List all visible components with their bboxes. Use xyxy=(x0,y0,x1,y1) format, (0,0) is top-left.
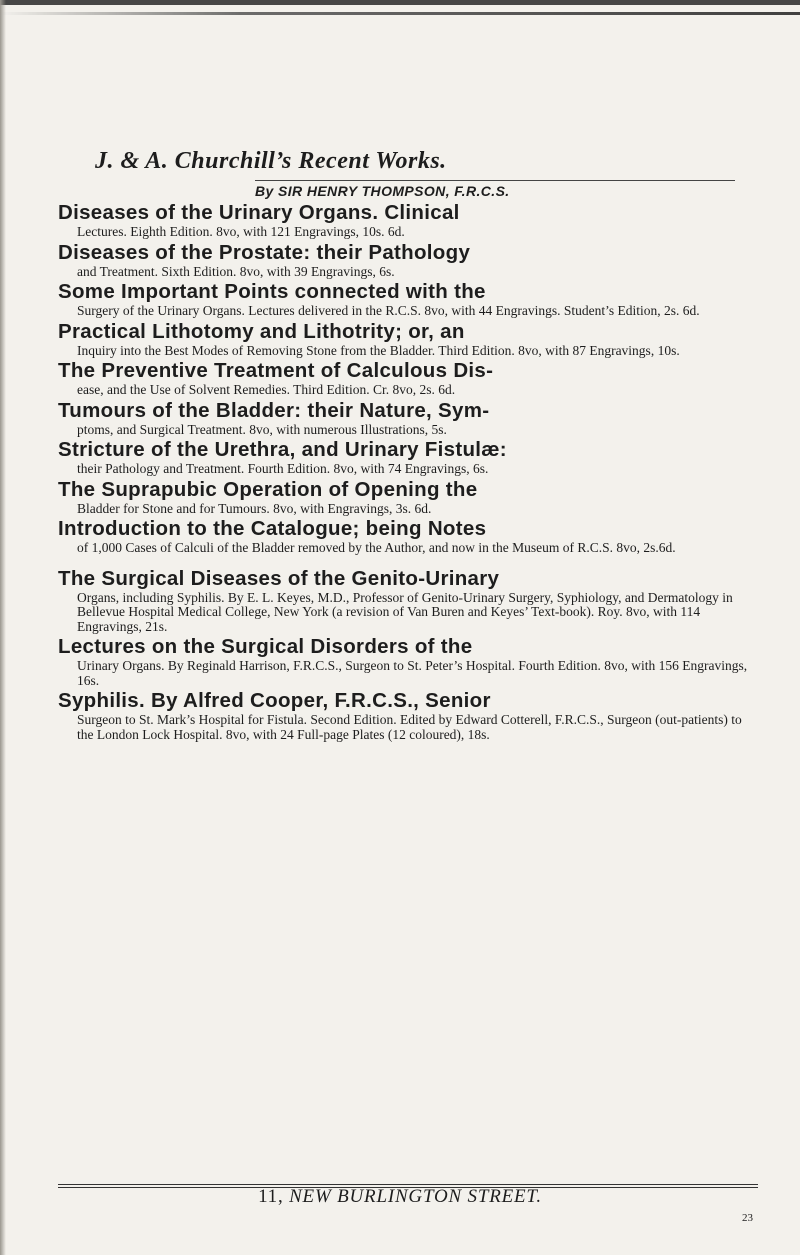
entry-title: Lectures on the Surgical Disorders of the xyxy=(58,635,473,658)
entry-body: Organs, including Syphilis. By E. L. Keyes, M.D., Professor of Genito-Urinary Surgery, Syphiology, and Dermatology in Bellevue Hospital Medical College, New York (a revision of Van Buren and Keyes’ Text-book). Roy. 8vo, with 114 Engravings, 21s. xyxy=(77,589,733,634)
street-name: NEW BURLINGTON STREET. xyxy=(289,1186,542,1207)
entry-title: Some Important Points connected with the xyxy=(58,280,486,303)
book-entry xyxy=(58,200,758,240)
entry-title: The Preventive Treatment of Calculous Dis- xyxy=(58,359,494,382)
entry-title: Stricture of the Urethra, and Urinary Fistulæ: xyxy=(58,438,507,461)
entry-body: Urinary Organs. By Reginald Harrison, F.R.C.S., Surgeon to St. Peter’s Hospital. Fourth Edition. 8vo, with 156 Engravings, 16s. xyxy=(77,658,748,688)
entry-title: The Surgical Diseases of the Genito-Urinary xyxy=(58,566,500,590)
entry-body: ptoms, and Surgical Treatment. 8vo, with numerous Illustrations, 5s. xyxy=(77,421,447,437)
entry-body: Lectures. Eighth Edition. 8vo, with 121 Engravings, 10s. 6d. xyxy=(77,224,405,239)
book-entry xyxy=(58,477,758,517)
running-head: J. & A. Churchill’s Recent Works. xyxy=(95,148,447,174)
entry-body: and Treatment. Sixth Edition. 8vo, with 39 Engravings, 6s. xyxy=(77,263,395,279)
book-entry xyxy=(58,437,758,477)
entry-title: Syphilis. By Alfred Cooper, F.R.C.S., Senior xyxy=(58,689,491,712)
book-entry xyxy=(58,634,758,688)
scan-left-edge xyxy=(0,0,6,1255)
book-entry xyxy=(58,688,758,742)
section-gap xyxy=(58,556,758,566)
entry-title: The Suprapubic Operation of Opening the xyxy=(58,477,478,501)
author-line xyxy=(255,180,735,199)
scan-top-edge xyxy=(0,0,800,22)
author-line-text: By SIR HENRY THOMPSON, F.R.C.S. xyxy=(255,183,510,199)
entry-title: Introduction to the Catalogue; being Notes xyxy=(58,517,487,540)
book-entry xyxy=(58,566,758,635)
entry-title: Practical Lithotomy and Lithotrity; or, an xyxy=(58,319,465,343)
entry-body: ease, and the Use of Solvent Remedies. Third Edition. Cr. 8vo, 2s. 6d. xyxy=(77,382,456,397)
book-entry xyxy=(58,240,758,280)
entry-title: Diseases of the Prostate: their Pathology xyxy=(58,240,471,264)
entry-body: Surgeon to St. Mark’s Hospital for Fistula. Second Edition. Edited by Edward Cotterell, F.R.C.S., Surgeon (out-patients) to the London Lock Hospital. 8vo, with 24 Full-page Plates (12 coloured), 18s. xyxy=(77,712,742,742)
entry-body: their Pathology and Treatment. Fourth Edition. 8vo, with 74 Engravings, 6s. xyxy=(77,461,489,476)
book-entry xyxy=(58,398,758,438)
entry-body: Inquiry into the Best Modes of Removing Stone from the Bladder. Third Edition. 8vo, with 87 Engravings, 10s. xyxy=(77,342,680,358)
book-entry xyxy=(58,319,758,359)
book-entry xyxy=(58,279,758,319)
entry-body: Surgery of the Urinary Organs. Lectures delivered in the R.C.S. 8vo, with 44 Engravings. Student’s Edition, 2s. 6d. xyxy=(77,303,700,318)
entry-body: of 1,000 Cases of Calculi of the Bladder removed by the Author, and now in the Museum of R.C.S. 8vo, 2s.6d. xyxy=(77,540,676,555)
publisher-address xyxy=(0,1186,800,1208)
book-entry xyxy=(58,358,758,398)
page-number: 23 xyxy=(742,1212,753,1224)
street-number: 11, xyxy=(258,1186,284,1207)
entry-title: Diseases of the Urinary Organs. Clinical xyxy=(58,201,460,224)
book-entries xyxy=(58,200,758,742)
entry-title: Tumours of the Bladder: their Nature, Sym- xyxy=(58,398,490,422)
entry-body: Bladder for Stone and for Tumours. 8vo, with Engravings, 3s. 6d. xyxy=(77,500,432,516)
book-entry xyxy=(58,516,758,556)
